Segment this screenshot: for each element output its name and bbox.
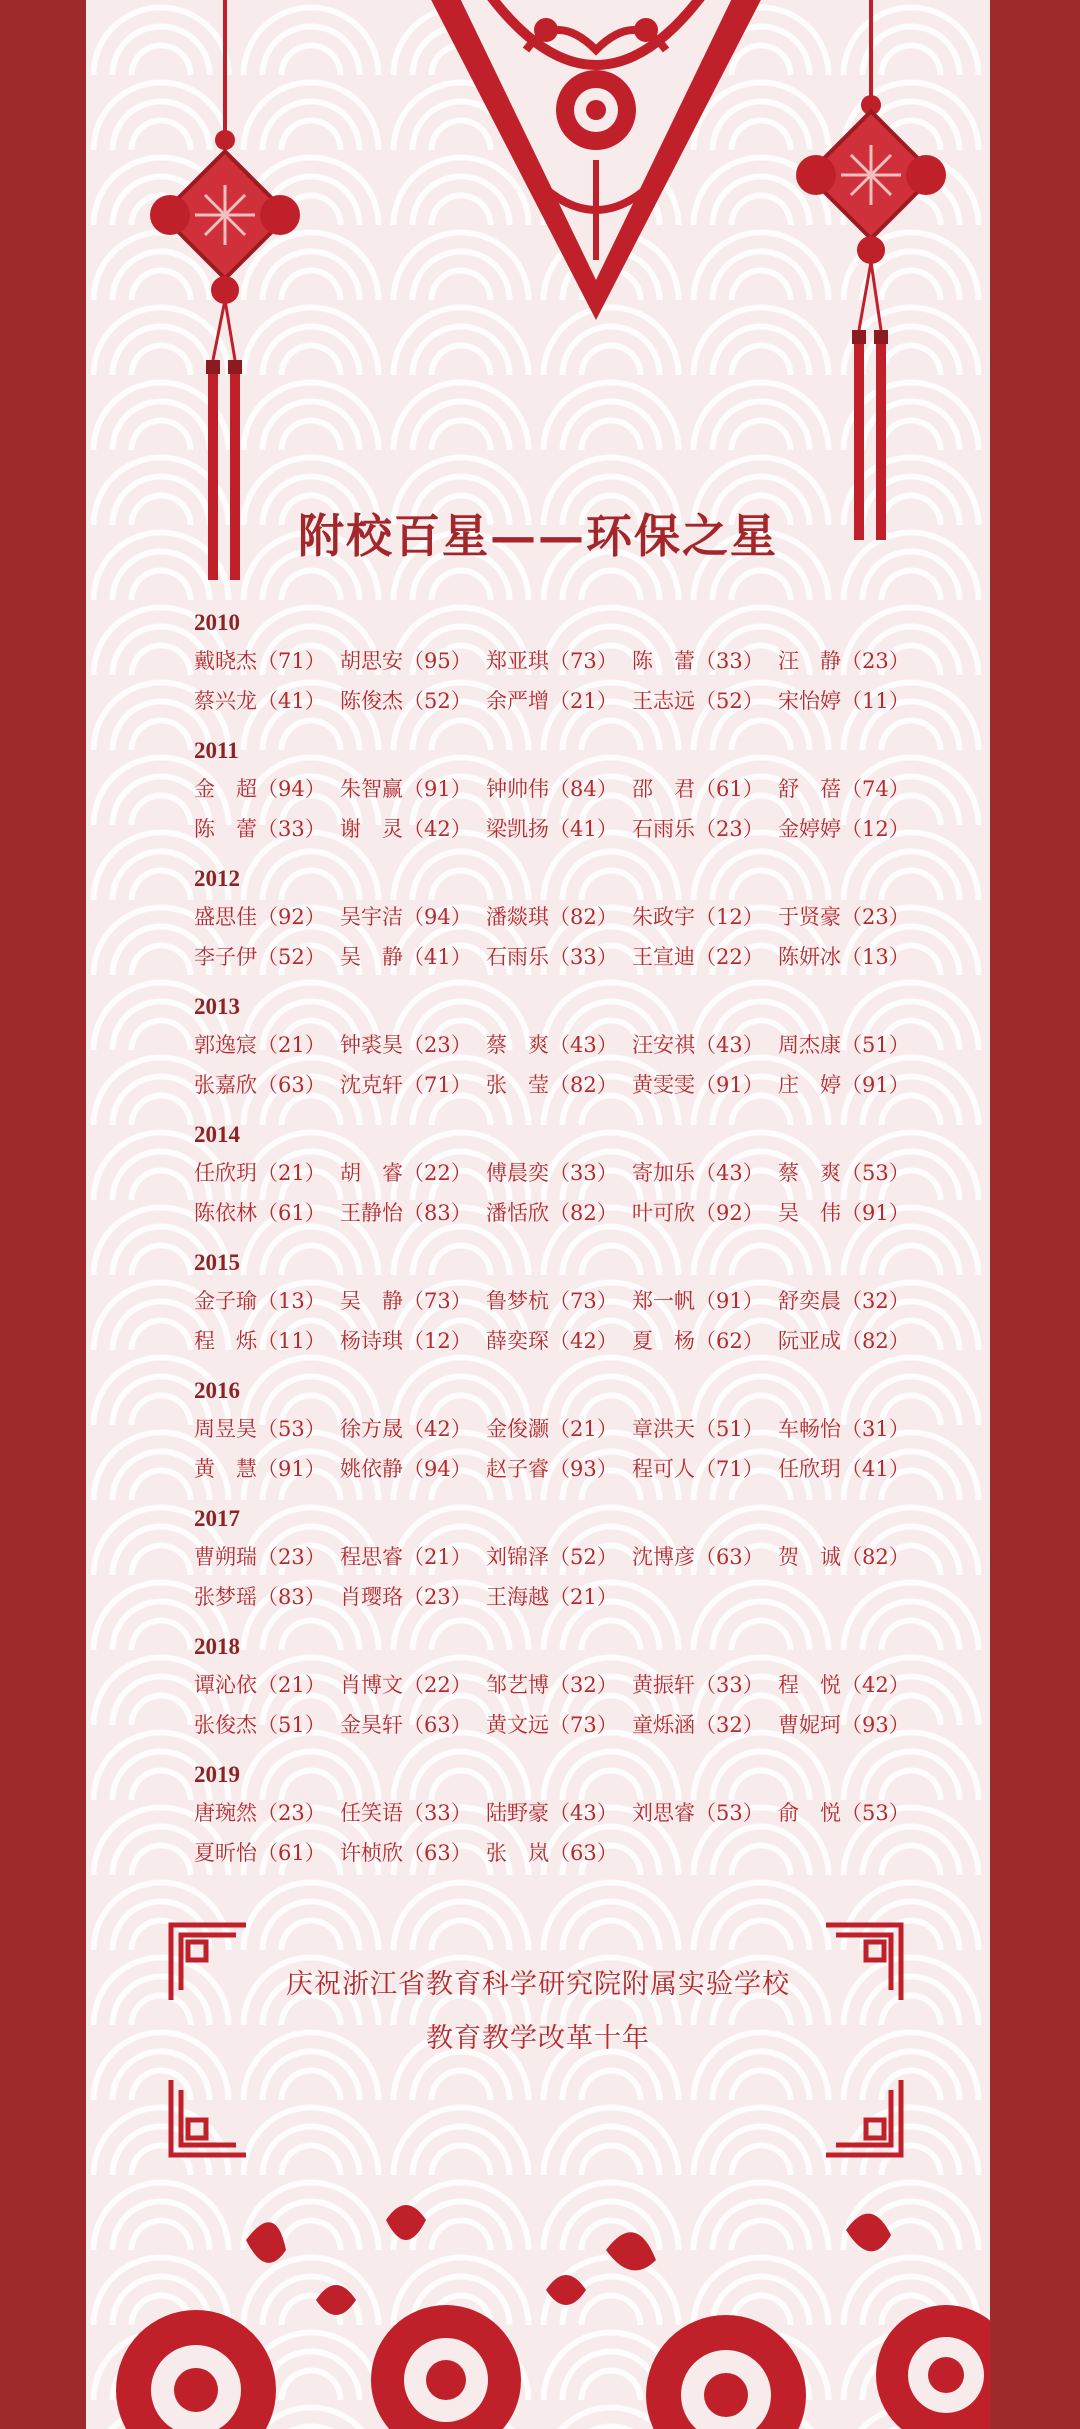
name-row xyxy=(194,1665,990,1705)
student-entry: 黄振轩（33） xyxy=(632,1673,764,1697)
student-entry: 程可人（71） xyxy=(632,1457,764,1481)
papercut-ornament-icon xyxy=(416,0,776,330)
year-heading: 2017 xyxy=(194,1506,240,1531)
student-entry: 陈俊杰（52） xyxy=(340,689,472,713)
chinese-knot-right-icon xyxy=(786,0,956,560)
student-entry: 夏 杨（62） xyxy=(632,1329,764,1353)
year-heading: 2010 xyxy=(194,610,240,635)
student-entry: 王志远（52） xyxy=(632,689,764,713)
student-entry: 金子瑜（13） xyxy=(194,1289,326,1313)
student-entry: 石雨乐（23） xyxy=(632,817,764,841)
student-entry: 张 莹（82） xyxy=(486,1073,618,1097)
student-entry: 谭沁依（21） xyxy=(194,1673,326,1697)
student-entry: 王宣迪（22） xyxy=(632,945,764,969)
name-row xyxy=(194,1193,990,1233)
student-entry: 吴宇洁（94） xyxy=(340,905,472,929)
student-entry: 李子伊（52） xyxy=(194,945,326,969)
student-entry: 夏昕怡（61） xyxy=(194,1841,326,1865)
student-entry: 陈 蕾（33） xyxy=(632,649,764,673)
student-entry: 郭逸宸（21） xyxy=(194,1033,326,1057)
student-entry: 石雨乐（33） xyxy=(486,945,618,969)
name-row xyxy=(194,1833,990,1873)
student-entry xyxy=(632,1577,778,1617)
student-entry: 陈妍冰（13） xyxy=(778,945,910,969)
student-entry: 曹妮珂（93） xyxy=(778,1713,910,1737)
student-entry: 金 超（94） xyxy=(194,777,326,801)
student-entry: 潘燚琪（82） xyxy=(486,905,618,929)
student-entry: 唐琬然（23） xyxy=(194,1801,326,1825)
student-entry: 舒 蓓（74） xyxy=(778,777,910,801)
student-entry: 王静怡（83） xyxy=(340,1201,472,1225)
student-entry: 章洪天（51） xyxy=(632,1417,764,1441)
student-entry: 寄加乐（43） xyxy=(632,1161,764,1185)
student-entry: 阮亚成（82） xyxy=(778,1329,910,1353)
student-entry: 金婷婷（12） xyxy=(778,817,910,841)
student-entry: 胡 睿（22） xyxy=(340,1161,472,1185)
name-row xyxy=(194,1065,990,1105)
student-entry: 任欣玥（21） xyxy=(194,1161,326,1185)
year-block xyxy=(194,861,990,977)
student-entry: 蔡 爽（53） xyxy=(778,1161,910,1185)
honor-list xyxy=(194,605,990,1885)
name-row xyxy=(194,769,990,809)
name-row xyxy=(194,641,990,681)
student-entry: 程 烁（11） xyxy=(194,1329,326,1353)
student-entry: 贺 诚（82） xyxy=(778,1545,910,1569)
name-row xyxy=(194,1025,990,1065)
name-row xyxy=(194,1449,990,1489)
year-block xyxy=(194,1373,990,1489)
name-row xyxy=(194,1321,990,1361)
student-entry: 程 悦（42） xyxy=(778,1673,910,1697)
name-row xyxy=(194,809,990,849)
year-block xyxy=(194,1117,990,1233)
student-entry: 吴 静（73） xyxy=(340,1289,472,1313)
student-entry: 蔡 爽（43） xyxy=(486,1033,618,1057)
student-entry: 梁凯扬（41） xyxy=(486,817,618,841)
student-entry: 宋怡婷（11） xyxy=(778,689,910,713)
name-row xyxy=(194,1153,990,1193)
student-entry: 周昱昊（53） xyxy=(194,1417,326,1441)
student-entry: 舒奕晨（32） xyxy=(778,1289,910,1313)
year-block xyxy=(194,605,990,721)
student-entry: 朱政宇（12） xyxy=(632,905,764,929)
student-entry: 张 岚（63） xyxy=(486,1841,618,1865)
year-heading: 2019 xyxy=(194,1762,240,1787)
year-heading: 2018 xyxy=(194,1634,240,1659)
student-entry: 俞 悦（53） xyxy=(778,1801,910,1825)
student-entry: 沈克轩（71） xyxy=(340,1073,472,1097)
student-entry: 沈博彦（63） xyxy=(632,1545,764,1569)
year-heading: 2013 xyxy=(194,994,240,1019)
year-heading: 2011 xyxy=(194,738,239,763)
student-entry: 肖璎珞（23） xyxy=(340,1585,472,1609)
student-entry: 刘锦泽（52） xyxy=(486,1545,618,1569)
student-entry: 姚依静（94） xyxy=(340,1457,472,1481)
name-row xyxy=(194,1793,990,1833)
scroll-poster xyxy=(86,0,990,2429)
footer-line-2: 教育教学改革十年 xyxy=(426,2023,650,2054)
student-entry: 陈依林（61） xyxy=(194,1201,326,1225)
student-entry: 陈 蕾（33） xyxy=(194,817,326,841)
name-row xyxy=(194,681,990,721)
year-block xyxy=(194,1501,990,1617)
student-entry: 黄文远（73） xyxy=(486,1713,618,1737)
student-entry: 任笑语（33） xyxy=(340,1801,472,1825)
student-entry xyxy=(632,1833,778,1873)
student-entry: 张梦瑶（83） xyxy=(194,1585,326,1609)
student-entry: 任欣玥（41） xyxy=(778,1457,910,1481)
student-entry: 邹艺博（32） xyxy=(486,1673,618,1697)
student-entry: 赵子睿（93） xyxy=(486,1457,618,1481)
year-block xyxy=(194,1629,990,1745)
year-heading: 2014 xyxy=(194,1122,240,1147)
student-entry: 蔡兴龙（41） xyxy=(194,689,326,713)
year-heading: 2012 xyxy=(194,866,240,891)
student-entry: 潘恬欣（82） xyxy=(486,1201,618,1225)
student-entry: 钟裘昊（23） xyxy=(340,1033,472,1057)
page-title: 附校百星——环保之星 xyxy=(298,509,778,563)
student-entry: 谢 灵（42） xyxy=(340,817,472,841)
student-entry: 徐方晟（42） xyxy=(340,1417,472,1441)
name-row xyxy=(194,1537,990,1577)
student-entry: 余严增（21） xyxy=(486,689,618,713)
student-entry: 金昊轩（63） xyxy=(340,1713,472,1737)
student-entry: 胡思安（95） xyxy=(340,649,472,673)
student-entry: 庄 婷（91） xyxy=(778,1073,910,1097)
student-entry: 金俊灏（21） xyxy=(486,1417,618,1441)
student-entry: 车畅怡（31） xyxy=(778,1417,910,1441)
student-entry: 邵 君（61） xyxy=(632,777,764,801)
student-entry: 黄 慧（91） xyxy=(194,1457,326,1481)
name-row xyxy=(194,897,990,937)
student-entry: 周杰康（51） xyxy=(778,1033,910,1057)
student-entry: 吴 伟（91） xyxy=(778,1201,910,1225)
student-entry: 叶可欣（92） xyxy=(632,1201,764,1225)
student-entry: 张俊杰（51） xyxy=(194,1713,326,1737)
student-entry: 戴晓杰（71） xyxy=(194,649,326,673)
student-entry: 郑亚琪（73） xyxy=(486,649,618,673)
student-entry: 童烁涵（32） xyxy=(632,1713,764,1737)
student-entry xyxy=(778,1577,924,1617)
student-entry: 于贤豪（23） xyxy=(778,905,910,929)
papercut-flowers-icon xyxy=(86,2180,990,2429)
student-entry: 朱智赢（91） xyxy=(340,777,472,801)
student-entry: 肖博文（22） xyxy=(340,1673,472,1697)
student-entry: 鲁梦杭（73） xyxy=(486,1289,618,1313)
year-heading: 2015 xyxy=(194,1250,240,1275)
student-entry xyxy=(778,1833,924,1873)
year-block xyxy=(194,1757,990,1873)
footer-line-1: 庆祝浙江省教育科学研究院附属实验学校 xyxy=(286,1969,790,2000)
student-entry: 汪 静（23） xyxy=(778,649,910,673)
name-row xyxy=(194,1409,990,1449)
student-entry: 王海越（21） xyxy=(486,1585,618,1609)
name-row xyxy=(194,937,990,977)
student-entry: 黄雯雯（91） xyxy=(632,1073,764,1097)
student-entry: 许桢欣（63） xyxy=(340,1841,472,1865)
student-entry: 钟帅伟（84） xyxy=(486,777,618,801)
name-row xyxy=(194,1705,990,1745)
student-entry: 傅晨奕（33） xyxy=(486,1161,618,1185)
student-entry: 张嘉欣（63） xyxy=(194,1073,326,1097)
student-entry: 薛奕琛（42） xyxy=(486,1329,618,1353)
student-entry: 刘思睿（53） xyxy=(632,1801,764,1825)
name-row xyxy=(194,1577,990,1617)
year-heading: 2016 xyxy=(194,1378,240,1403)
student-entry: 郑一帆（91） xyxy=(632,1289,764,1313)
student-entry: 曹朔瑞（23） xyxy=(194,1545,326,1569)
year-block xyxy=(194,989,990,1105)
name-row xyxy=(194,1281,990,1321)
year-block xyxy=(194,733,990,849)
student-entry: 盛思佳（92） xyxy=(194,905,326,929)
year-block xyxy=(194,1245,990,1361)
student-entry: 汪安祺（43） xyxy=(632,1033,764,1057)
student-entry: 程思睿（21） xyxy=(340,1545,472,1569)
student-entry: 吴 静（41） xyxy=(340,945,472,969)
student-entry: 杨诗琪（12） xyxy=(340,1329,472,1353)
student-entry: 陆野豪（43） xyxy=(486,1801,618,1825)
